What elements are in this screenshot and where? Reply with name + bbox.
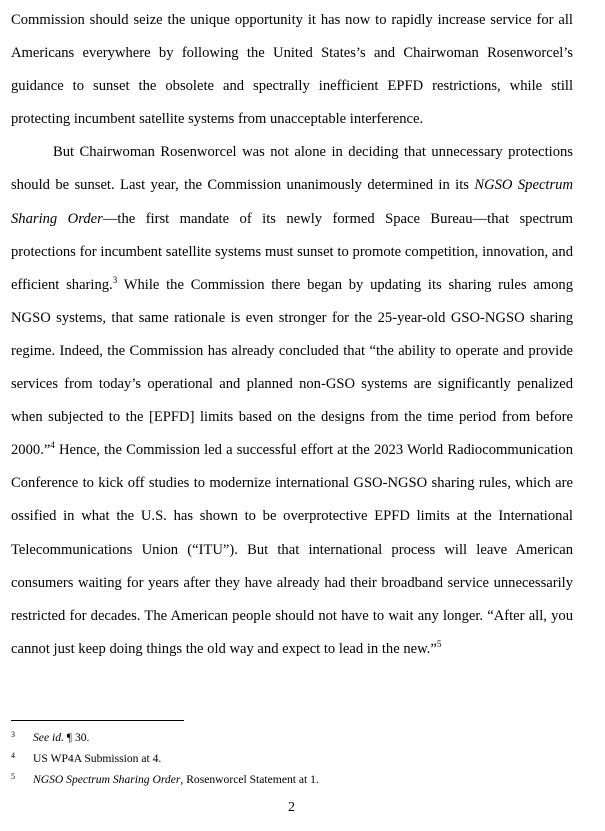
ngso-order-title: NGSO Spectrum Sharing Order (11, 177, 573, 227)
paragraph-1: Commission should seize the unique opportunity it has now to rapidly increase service for all Americans everywhere by following the United States’s and Chairwoman Rosenworcel’s guidance to sunset the obsolete and spectrally inefficient EPFD restrictions, while still protecting incumbent satellite systems from unacceptable interference. (11, 12, 573, 128)
footnote-italic: See id. (33, 731, 64, 744)
footnotes (11, 730, 571, 793)
page-number: 2 (288, 800, 295, 815)
footnote-3 (11, 730, 571, 751)
footnote-ref-4[interactable]: 4 (50, 440, 55, 451)
footnote-ref-3[interactable]: 3 (112, 274, 118, 285)
paragraph-2-text-2: —the first mandate of its newly formed Space Bureau—that spectrum protections for incumbent satellite systems must sunset to promote competition, innovation, and efficient sharing. (11, 210, 573, 293)
paragraph-2 (11, 136, 573, 666)
footnote-number: 5 (11, 772, 15, 781)
footnote-text (33, 772, 319, 787)
footnote-body: US WP4A Submission at 4. (33, 752, 162, 765)
footnote-italic: NGSO Spectrum Sharing Order (33, 773, 181, 786)
footnote-body: ¶ 30. (63, 731, 90, 744)
footnote-number: 3 (11, 730, 15, 739)
footnote-body: , Rosenworcel Statement at 1. (180, 773, 319, 786)
footnote-divider (11, 720, 184, 721)
footnote-text (33, 730, 89, 745)
body-text (11, 4, 573, 666)
paragraph-2-text-1: But Chairwoman Rosenworcel was not alone in deciding that unnecessary protections should be sunset. Last year, the Commission unanimously determined in its (11, 144, 573, 194)
footnote-ref-5[interactable]: 5 (436, 638, 442, 649)
footnote-number: 4 (11, 751, 15, 760)
paragraph-2-text-4: Hence, the Commission led a successful effort at the 2023 World Radiocommunication Conference to kick off studies to modernize international GSO-NGSO sharing rules, which are ossified in what the U.S. has shown to be overprotective EPFD limits at the International Telecommunications Union (“ITU”). But that international process will leave American consumers waiting for years after they have already had their broadband service unnecessarily restricted for decades. The American people should not have to wait any longer. “After all, you cannot just keep doing things the old way and expect to lead in the new.” (11, 442, 573, 657)
paragraph-2-text-3: While the Commission there began by updating its sharing rules among NGSO systems, that same rationale is even stronger for the 25-year-old GSO-NGSO sharing regime. Indeed, the Commission has already concluded that “the ability to operate and provide services from today’s operational and planned non-GSO systems are significantly penalized when subjected to the [EPFD] limits based on the designs from the time period from before 2000.” (11, 276, 574, 459)
footnote-4 (11, 751, 571, 772)
footnote-text (33, 751, 161, 766)
footnote-5 (11, 772, 571, 793)
